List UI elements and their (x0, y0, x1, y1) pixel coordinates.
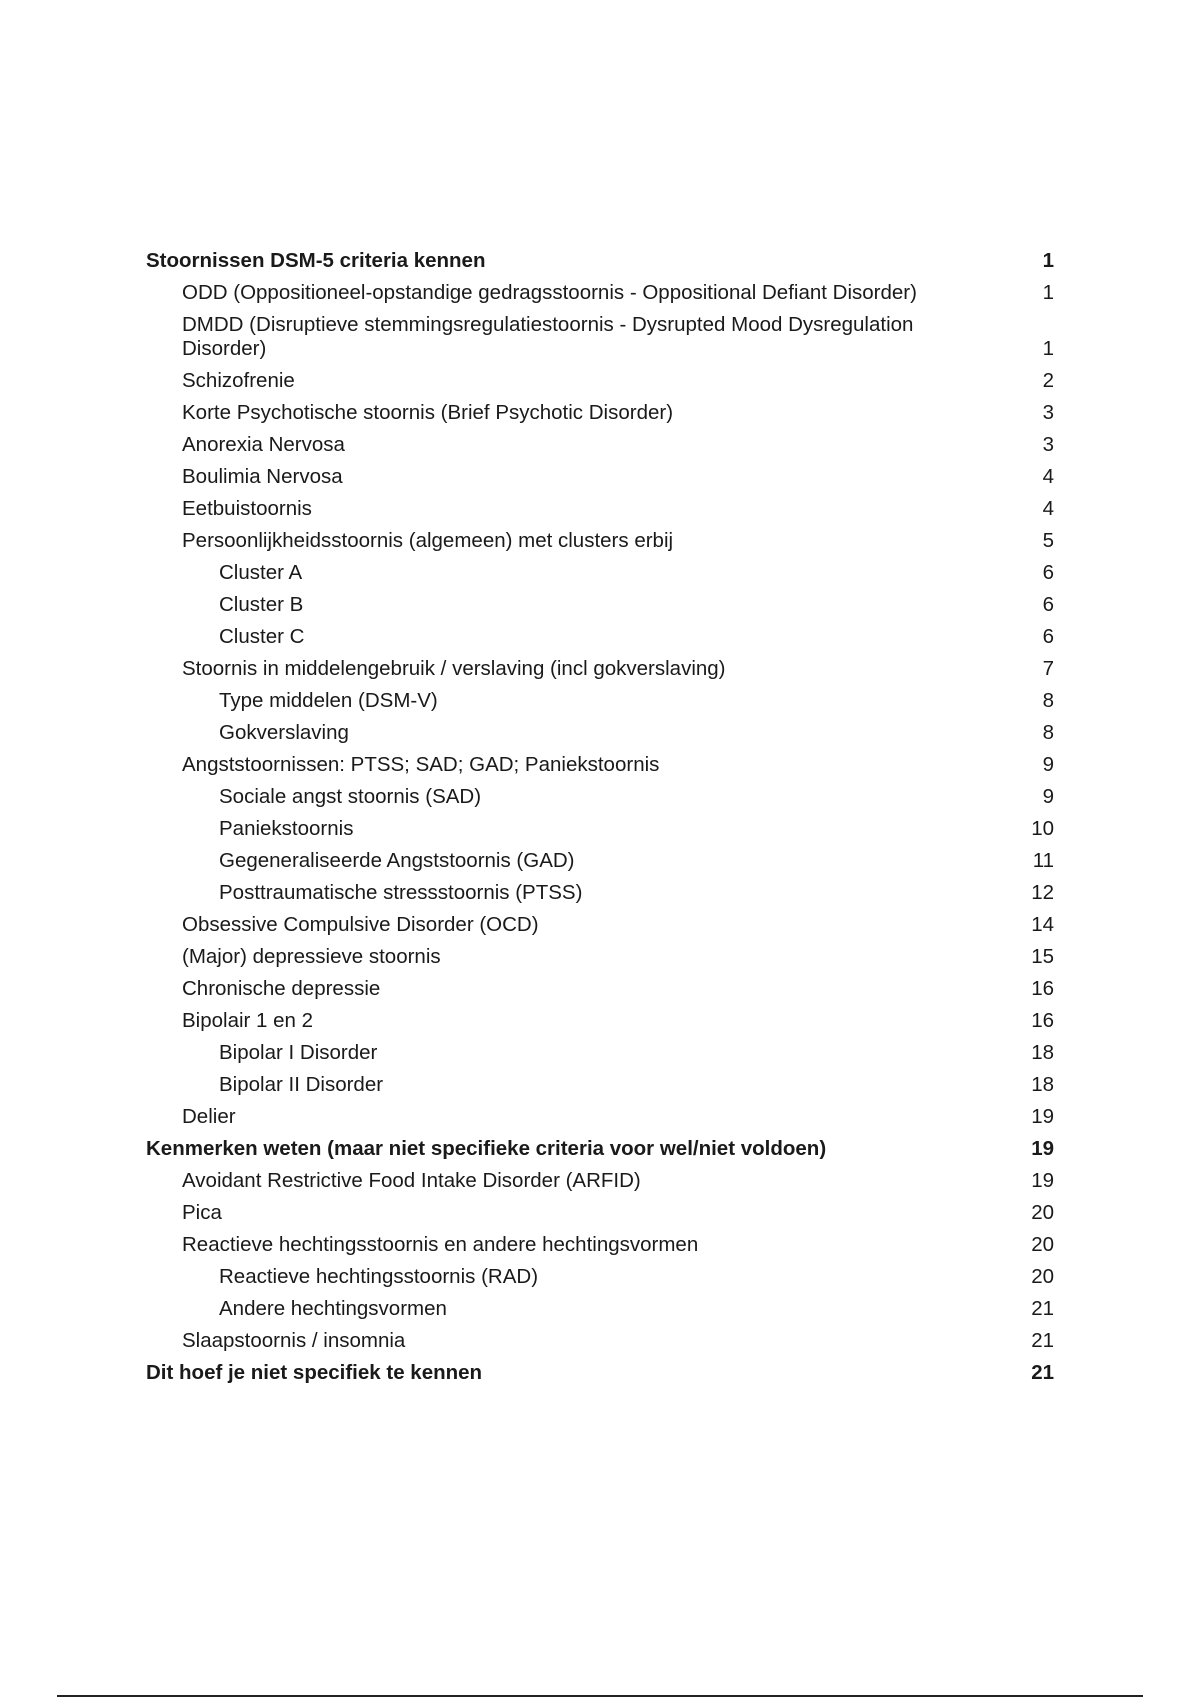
toc-entry-page-number: 16 (1031, 977, 1054, 1000)
toc-subentry[interactable] (146, 561, 1054, 585)
toc-entry-label: Obsessive Compulsive Disorder (OCD) (182, 913, 539, 936)
toc-subentry[interactable] (146, 881, 1054, 905)
toc-entry-label: Reactieve hechtingsstoornis en andere hechtingsvormen (182, 1233, 699, 1256)
toc-entry-page-number: 1 (1042, 249, 1054, 272)
toc-entry-page-number: 19 (1031, 1137, 1054, 1160)
toc-entry-page-number: 21 (1031, 1297, 1054, 1320)
toc-entry-page-number: 21 (1031, 1329, 1054, 1352)
toc-entry-page-number: 20 (1031, 1265, 1054, 1288)
toc-entry-label: ODD (Oppositioneel-opstandige gedragsstoornis - Oppositional Defiant Disorder) (182, 281, 917, 304)
toc-entry-page-number: 6 (1042, 593, 1054, 616)
toc-entry[interactable] (146, 1329, 1054, 1353)
toc-entry-page-number: 15 (1031, 945, 1054, 968)
toc-entry-page-number: 11 (1032, 849, 1054, 872)
footer-rule (57, 1695, 1143, 1697)
toc-entry-page-number: 20 (1031, 1201, 1054, 1224)
toc-entry-label: Boulimia Nervosa (182, 465, 343, 488)
toc-entry-label: (Major) depressieve stoornis (182, 945, 441, 968)
toc-entry[interactable] (146, 977, 1054, 1001)
toc-entry-page-number: 2 (1042, 369, 1054, 392)
toc-subentry[interactable] (146, 625, 1054, 649)
toc-entry[interactable] (146, 753, 1054, 777)
toc-heading-entry[interactable] (146, 1361, 1054, 1385)
toc-entry[interactable] (146, 465, 1054, 489)
toc-entry-label: Posttraumatische stressstoornis (PTSS) (219, 881, 583, 904)
toc-entry-page-number: 8 (1042, 721, 1054, 744)
toc-entry-page-number: 19 (1031, 1105, 1054, 1128)
toc-entry-page-number: 16 (1031, 1009, 1054, 1032)
toc-entry-label: Avoidant Restrictive Food Intake Disorder (ARFID) (182, 1169, 641, 1192)
toc-entry-page-number: 9 (1042, 785, 1054, 808)
toc-entry[interactable] (146, 433, 1054, 457)
toc-entry[interactable] (146, 657, 1054, 681)
toc-entry-label: Eetbuistoornis (182, 497, 312, 520)
toc-entry-label: Cluster A (219, 561, 303, 584)
toc-subentry[interactable] (146, 1265, 1054, 1289)
toc-entry[interactable] (146, 1009, 1054, 1033)
toc-entry-label: Anorexia Nervosa (182, 433, 345, 456)
table-of-contents (146, 249, 1054, 1393)
toc-entry[interactable] (146, 369, 1054, 393)
toc-entry-label: Persoonlijkheidsstoornis (algemeen) met clusters erbij (182, 529, 674, 552)
toc-subentry[interactable] (146, 689, 1054, 713)
toc-subentry[interactable] (146, 1073, 1054, 1097)
toc-entry-page-number: 10 (1031, 817, 1054, 840)
toc-entry-page-number: 5 (1042, 529, 1054, 552)
toc-entry-label: Stoornis in middelengebruik / verslaving (incl gokverslaving) (182, 657, 726, 680)
toc-entry-label: DMDD (Disruptieve stemmingsregulatiestoornis - Dysrupted Mood Dysregulation Disorder) (182, 313, 914, 360)
toc-entry-label: Angststoornissen: PTSS; SAD; GAD; Paniekstoornis (182, 753, 660, 776)
toc-entry-label: Stoornissen DSM-5 criteria kennen (146, 249, 486, 272)
toc-entry-label: Bipolar II Disorder (219, 1073, 384, 1096)
toc-subentry[interactable] (146, 1297, 1054, 1321)
toc-subentry[interactable] (146, 785, 1054, 809)
toc-entry-label: Schizofrenie (182, 369, 295, 392)
toc-entry-label: Cluster B (219, 593, 304, 616)
toc-entry[interactable] (146, 1233, 1054, 1257)
toc-entry-page-number: 8 (1042, 689, 1054, 712)
toc-entry-page-number: 20 (1031, 1233, 1054, 1256)
toc-entry-page-number: 18 (1031, 1073, 1054, 1096)
toc-entry-page-number: 6 (1042, 561, 1054, 584)
toc-entry-label: Reactieve hechtingsstoornis (RAD) (219, 1265, 539, 1288)
toc-entry-label: Gegeneraliseerde Angststoornis (GAD) (219, 849, 575, 872)
toc-entry[interactable] (146, 497, 1054, 521)
toc-entry-page-number: 12 (1031, 881, 1054, 904)
toc-entry-page-number: 1 (1042, 337, 1054, 360)
toc-entry-label: Delier (182, 1105, 236, 1128)
toc-subentry[interactable] (146, 817, 1054, 841)
toc-entry-label: Dit hoef je niet specifiek te kennen (146, 1361, 483, 1384)
toc-entry-label: Chronische depressie (182, 977, 381, 1000)
toc-entry-label: Pica (182, 1201, 222, 1224)
toc-entry-page-number: 3 (1042, 433, 1054, 456)
toc-entry[interactable] (146, 1169, 1054, 1193)
toc-heading-entry[interactable] (146, 1137, 1054, 1161)
toc-entry-label: Paniekstoornis (219, 817, 354, 840)
toc-entry-page-number: 9 (1042, 753, 1054, 776)
toc-entry[interactable] (146, 281, 1054, 305)
toc-subentry[interactable] (146, 593, 1054, 617)
toc-entry-page-number: 1 (1042, 281, 1054, 304)
toc-entry[interactable] (146, 945, 1054, 969)
toc-entry[interactable] (146, 1105, 1054, 1129)
toc-entry-page-number: 4 (1042, 465, 1054, 488)
toc-heading-entry[interactable] (146, 249, 1054, 273)
toc-subentry[interactable] (146, 1041, 1054, 1065)
toc-entry[interactable] (146, 529, 1054, 553)
toc-subentry[interactable] (146, 721, 1054, 745)
toc-entry-label: Andere hechtingsvormen (219, 1297, 447, 1320)
toc-entry-label: Korte Psychotische stoornis (Brief Psychotic Disorder) (182, 401, 674, 424)
toc-entry-page-number: 6 (1042, 625, 1054, 648)
toc-entry[interactable] (146, 913, 1054, 937)
toc-entry-page-number: 21 (1031, 1361, 1054, 1384)
toc-entry-page-number: 14 (1031, 913, 1054, 936)
toc-entry-label: Kenmerken weten (maar niet specifieke criteria voor wel/niet voldoen) (146, 1137, 827, 1160)
toc-entry-label: Sociale angst stoornis (SAD) (219, 785, 482, 808)
toc-entry-label: Slaapstoornis / insomnia (182, 1329, 406, 1352)
toc-entry-page-number: 18 (1031, 1041, 1054, 1064)
toc-subentry[interactable] (146, 849, 1054, 873)
toc-entry[interactable] (146, 313, 1054, 361)
toc-entry-page-number: 19 (1031, 1169, 1054, 1192)
toc-entry-label: Cluster C (219, 625, 305, 648)
toc-entry-label: Gokverslaving (219, 721, 349, 744)
toc-entry-label: Type middelen (DSM-V) (219, 689, 438, 712)
toc-entry[interactable] (146, 401, 1054, 425)
toc-entry-page-number: 4 (1042, 497, 1054, 520)
toc-entry-page-number: 7 (1042, 657, 1054, 680)
toc-entry-page-number: 3 (1042, 401, 1054, 424)
toc-entry-label: Bipolar I Disorder (219, 1041, 378, 1064)
toc-entry[interactable] (146, 1201, 1054, 1225)
toc-entry-label: Bipolair 1 en 2 (182, 1009, 314, 1032)
